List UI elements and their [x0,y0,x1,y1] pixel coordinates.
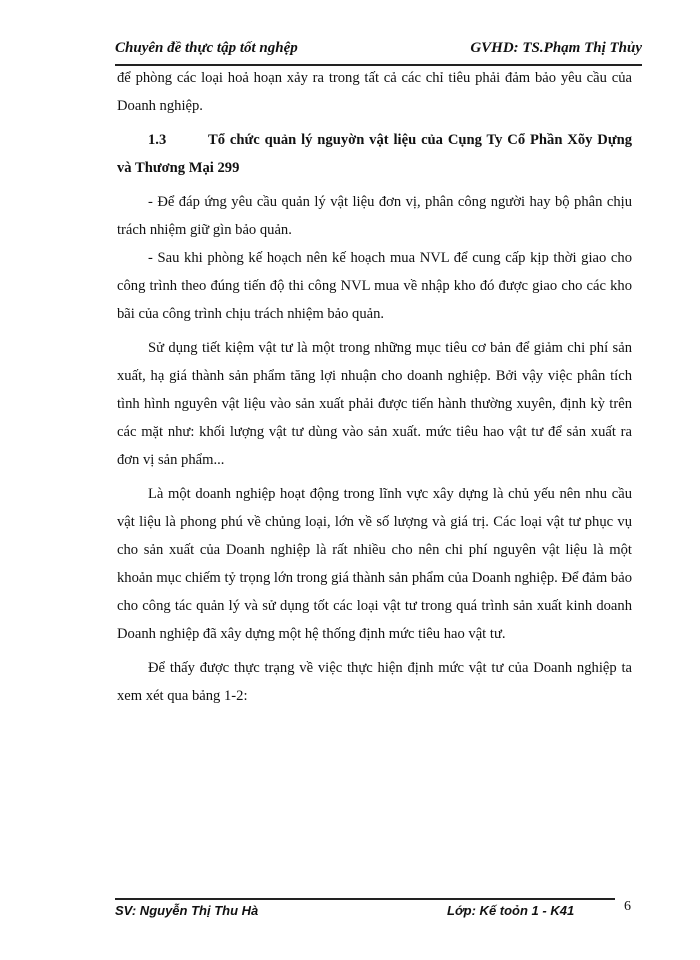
section-heading [117,126,632,182]
section-number: 1.3 [148,132,167,148]
paragraph: - Để đáp ứng yêu cầu quản lý vật liệu đơn vị, phân công người hay bộ phân chịu trách nhiệm giữ gìn bảo quản. [117,194,632,238]
document-body [117,64,632,710]
header-supervisor: GVHD: TS.Phạm Thị Thủy [470,40,642,56]
paragraph: - Sau khi phòng kế hoạch nên kế hoạch mua NVL để cung cấp kịp thời giao cho công trình theo đúng tiến độ thi công NVL mua về nhập kho đó được giao cho các kho bãi của công trình chịu trách nhiệm bảo quản. [117,250,632,322]
header-course-title: Chuyên đề thực tập tốt nghệp [115,40,298,56]
page-number: 6 [624,899,631,914]
footer-student: SV: Nguyễn Thị Thu Hà [115,903,259,918]
page-header [115,40,642,66]
footer-divider [115,898,615,900]
footer-class: Lớp: Kế toỏn 1 - K41 [447,903,575,918]
paragraph: Sử dụng tiết kiệm vật tư là một trong những mục tiêu cơ bản để giảm chi phí sản xuất, hạ giá thành sản phẩm tăng lợi nhuận cho doanh nghiệp. Bởi vậy việc phân tích tình hình nguyên vật liệu vào sản xuất phải được tiến hành thường xuyên, định kỳ trên các mặt như: khối lượng vật tư dùng vào sản xuất. mức tiêu hao vật tư để sản xuất ra đơn vị sản phẩm... [117,340,632,468]
section-title: Tổ chức quản lý nguyờn vật liệu của Cụng Ty Cổ Phần Xõy Dựng và Thương Mại 299 [117,132,632,176]
paragraph: Để thấy được thực trạng về việc thực hiện định mức vật tư của Doanh nghiệp ta xem xét qua bảng 1-2: [117,660,632,704]
paragraph: Là một doanh nghiệp hoạt động trong lĩnh vực xây dựng là chủ yếu nên nhu cầu vật liệu là phong phú về chủng loại, lớn về số lượng và giá trị. Các loại vật tư phục vụ cho sản xuất của Doanh nghiệp là rất nhiều cho nên chi phí nguyên vật liệu là một khoản mục chiếm tỷ trọng lớn trong giá thành sản phẩm của Doanh nghiệp. Để đảm bảo cho công tác quản lý và sử dụng tốt các loại vật tư trong quá trình sản xuất kinh doanh Doanh nghiệp đã xây dựng một hệ thống định mức tiêu hao vật tư. [117,486,632,642]
paragraph-continuation: để phòng các loại hoả hoạn xảy ra trong tất cả các chỉ tiêu phải đảm bảo yêu cầu của Doanh nghiệp. [117,70,632,114]
